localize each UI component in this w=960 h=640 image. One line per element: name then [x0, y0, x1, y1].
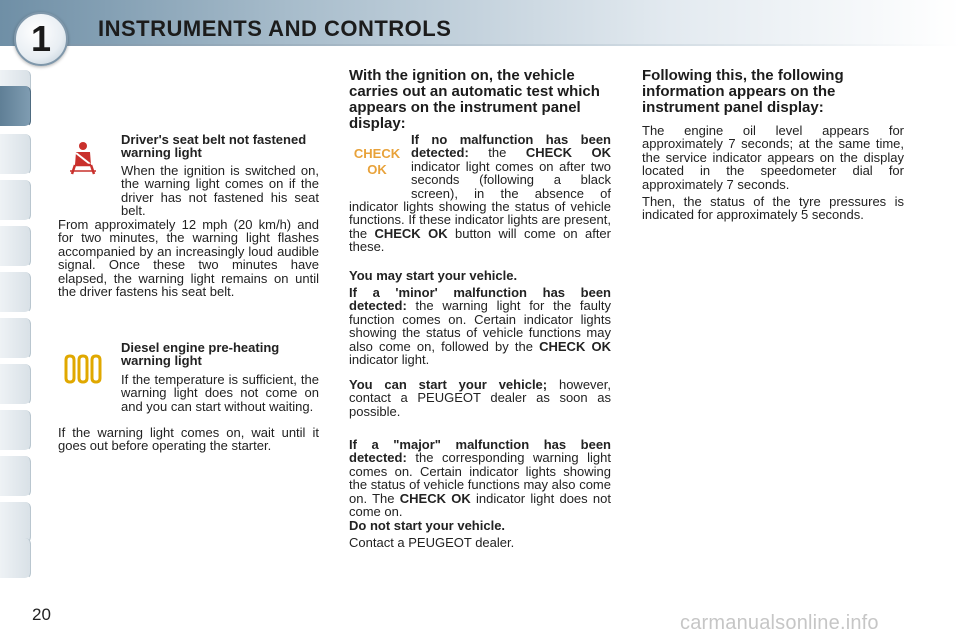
check-ok-label: CHECK OK: [525, 145, 612, 161]
side-tab[interactable]: [0, 180, 31, 221]
tyre-pressure-paragraph: Then, the status of the tyre pressures is indicated for approximately 5 seconds.: [642, 194, 904, 223]
no-malfunction-paragraph: [349, 133, 611, 254]
major-malfunction-lead: If a "major" malfunction has been detected:: [349, 437, 611, 466]
following-heading: Following this, the following information appears on the instrument panel display:: [642, 67, 844, 116]
may-start-text: You may start your vehicle.: [349, 268, 518, 283]
middle-heading-block: [349, 68, 615, 132]
no-malfunction-text2: indicator light comes on after two seconds (following a black screen), in the absence of indicator lights showing the status of vehicle functions. If these indicator lights are present, the: [349, 158, 611, 241]
auto-test-heading: With the ignition on, the vehicle carries out an automatic test which appears on the instrument panel display:: [349, 67, 600, 132]
minor-malfunction-text2: indicator light.: [349, 352, 430, 368]
no-malfunction-text3: button will come on after these.: [349, 225, 611, 255]
right-column: [642, 68, 904, 222]
check-ok-icon-spacer: [349, 133, 411, 199]
major-malfunction-text1: the corresponding warning light comes on. Certain indicator lights showing the status of vehicle functions may also come on. The: [349, 450, 611, 506]
can-start-paragraph: [349, 378, 611, 418]
chapter-side-tabs: [0, 70, 34, 580]
page-number: 20: [32, 605, 51, 624]
side-tab[interactable]: [0, 226, 31, 267]
seatbelt-title: Driver's seat belt not fastened warning light: [121, 132, 307, 161]
no-malfunction-lead: If no malfunction has been detected:: [411, 132, 611, 161]
no-malfunction-text1: the: [468, 145, 526, 161]
preheating-section: [121, 341, 319, 413]
preheating-body: If the warning light comes on, wait until it goes out before operating the starter.: [58, 425, 319, 454]
check-ok-label: CHECK OK: [399, 490, 471, 506]
side-tab[interactable]: [0, 538, 31, 579]
contact-dealer-text: Contact a PEUGEOT dealer.: [349, 535, 515, 550]
side-tab[interactable]: [0, 456, 31, 497]
seatbelt-body: From approximately 12 mph (20 km/h) and for two minutes, the warning light flashes accompanied by an increasingly loud audible signal. Once these two minutes have elapsed, the warning light remains on until the driver fastens his seat belt.: [58, 217, 319, 300]
do-not-start-text: Do not start your vehicle.: [349, 518, 506, 533]
check-ok-icon-line2: OK: [367, 162, 387, 177]
check-ok-label: CHECK OK: [539, 338, 611, 354]
major-malfunction-text2: indicator light does not come on.: [349, 490, 611, 520]
check-ok-label: CHECK OK: [374, 225, 448, 241]
seatbelt-warning-icon: [62, 138, 104, 180]
oil-level-paragraph: The engine oil level appears for approximately 7 seconds; at the same time, the service indicator appears on the display located in the speedometer dial for approximately 7 seconds.: [642, 123, 904, 192]
major-malfunction-paragraph: [349, 438, 611, 518]
can-start-text: however, contact a PEUGEOT dealer as soon as possible.: [349, 377, 611, 419]
seatbelt-section: [121, 133, 319, 217]
seatbelt-intro: When the ignition is switched on, the warning light comes on if the driver has not fastened his seat belt.: [121, 162, 319, 219]
side-tab[interactable]: [0, 502, 31, 543]
side-tab[interactable]: [0, 364, 31, 405]
header-underline: [62, 44, 960, 46]
preheating-title: Diesel engine pre-heating warning light: [121, 340, 280, 369]
side-tab[interactable]: [0, 318, 31, 359]
chapter-title: INSTRUMENTS AND CONTROLS: [98, 16, 452, 41]
side-tab-active[interactable]: [0, 86, 31, 127]
preheating-intro: If the temperature is sufficient, the warning light does not come on and you can start without waiting.: [121, 371, 319, 414]
watermark: carmanualsonline.info: [680, 612, 879, 634]
check-ok-icon-line1: CHECK: [354, 146, 400, 161]
side-tab[interactable]: [0, 134, 31, 175]
minor-malfunction-paragraph: [349, 286, 611, 366]
minor-malfunction-text1: the warning light for the faulty function comes on. Certain indicator lights showing the status of vehicle functions may also come on, followed by the: [349, 298, 611, 354]
glow-plug-icon: [62, 354, 104, 384]
can-start-lead: You can start your vehicle;: [349, 377, 548, 392]
side-tab[interactable]: [0, 410, 31, 451]
side-tab[interactable]: [0, 272, 31, 313]
chapter-number-badge: 1: [14, 12, 68, 66]
minor-malfunction-lead: If a 'minor' malfunction has been detected:: [349, 285, 611, 314]
